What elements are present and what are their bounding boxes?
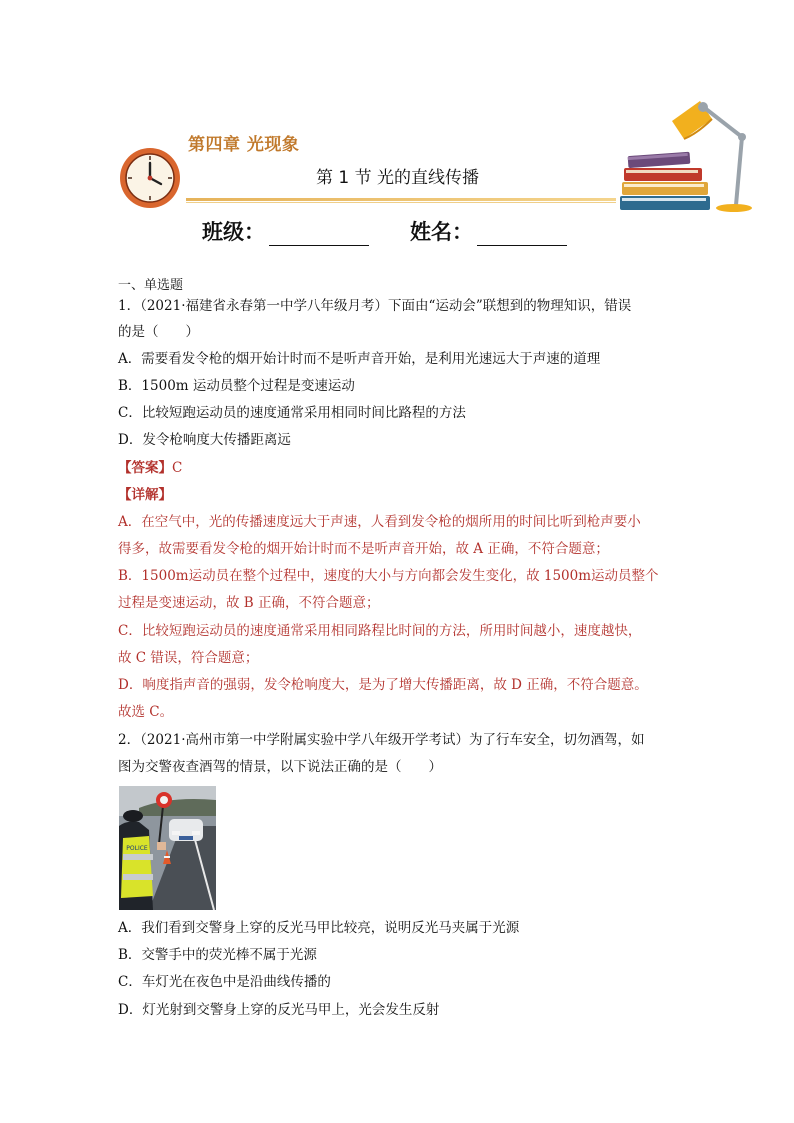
header-divider [186,198,616,201]
explanation-line-6: 故 C 错误，符合题意； [118,650,259,666]
desk-lamp-icon [670,95,760,215]
class-blank[interactable] [269,223,369,246]
explanation-line-4: 过程是变速运动，故 B 正确，不符合题意； [118,595,380,611]
explanation-line-3: B．1500m运动员在整个过程中，速度的大小与方向都会发生变化，故 1500m运动员整个 [118,568,659,584]
name-field[interactable] [410,216,567,246]
explanation-line-1: A．在空气中，光的传播速度远大于声速，人看到发令枪的烟所用的时间比听到枪声要小 [118,514,641,530]
question-1-stem-line-2: 的是（ ） [118,324,199,340]
explanation-label: 【详解】 [118,487,172,503]
question-2-option-c[interactable]: C．车灯光在夜色中是沿曲线传播的 [118,974,331,990]
question-section-heading: 一、单选题 [118,278,184,293]
question-1-option-a[interactable]: A．需要看发令枪的烟开始计时而不是听声音开始，是利用光速远大于声速的道理 [118,351,601,367]
police-vest-badge: POLICE [126,845,148,852]
class-field[interactable] [202,216,369,246]
question-2-option-b[interactable]: B．交警手中的荧光棒不属于光源 [118,947,317,963]
section-title: 第 1 节 光的直线传播 [316,168,480,188]
chapter-title: 第四章 光现象 [188,135,300,155]
question-1-answer [118,459,182,477]
header-divider-thin [186,202,616,203]
question-2-option-d[interactable]: D．灯光射到交警身上穿的反光马甲上，光会发生反射 [118,1002,440,1018]
explanation-line-2: 得多，故需要看发令枪的烟开始计时而不是听声音开始，故 A 正确，不符合题意； [118,541,609,557]
question-1-stem-line-1: 1．（2021·福建省永春第一中学八年级月考）下面由“运动会”联想到的物理知识，错误 [118,298,632,314]
answer-label: 【答案】 [118,460,172,476]
name-label: 姓名： [410,220,473,244]
question-1-option-b[interactable]: B．1500m 运动员整个过程是变速运动 [118,378,355,394]
explanation-line-7: D．响度指声音的强弱，发令枪响度大，是为了增大传播距离，故 D 正确，不符合题意。 [118,677,648,693]
question-1-option-c[interactable]: C．比较短跑运动员的速度通常采用相同时间比路程的方法 [118,405,466,421]
traffic-police-photo [119,786,216,910]
question-1-option-d[interactable]: D．发令枪响度大传播距离远 [118,432,291,448]
class-label: 班级： [202,220,265,244]
explanation-line-8: 故选 C。 [118,704,174,720]
name-blank[interactable] [477,223,567,246]
question-2-option-a[interactable]: A．我们看到交警身上穿的反光马甲比较亮，说明反光马夹属于光源 [118,920,520,936]
answer-value: C [172,460,183,476]
question-2-stem-line-2: 图为交警夜查酒驾的情景，以下说法正确的是（ ） [118,759,442,775]
explanation-line-5: C．比较短跑运动员的速度通常采用相同路程比时间的方法，所用时间越小，速度越快， [118,623,642,639]
question-2-stem-line-1: 2．（2021·高州市第一中学附属实验中学八年级开学考试）为了行车安全，切勿酒驾，如 [118,732,645,748]
clock-icon [118,146,182,210]
